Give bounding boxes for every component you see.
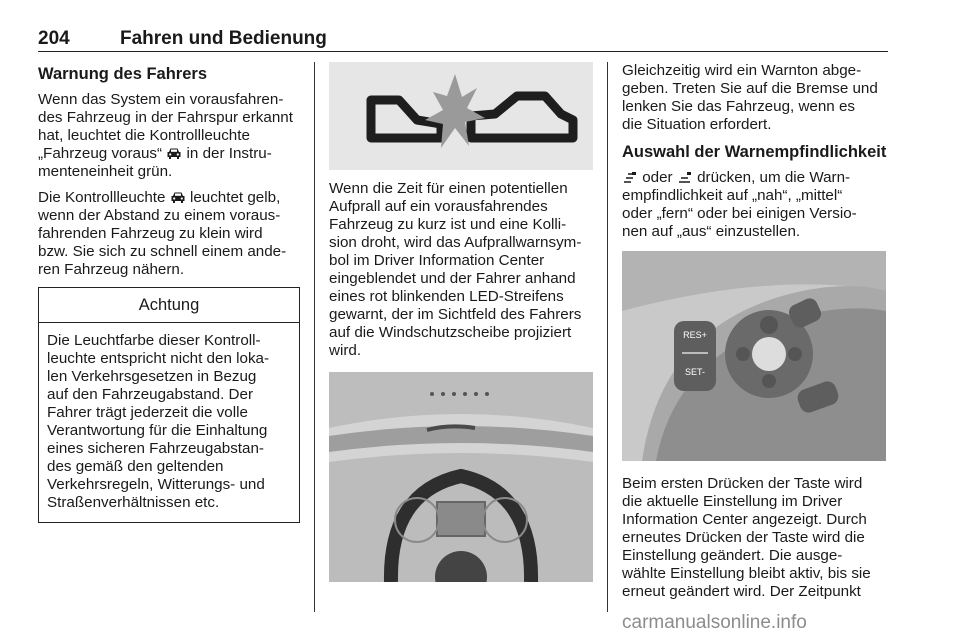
set-button-label: SET-: [684, 367, 706, 377]
page-number: 204: [38, 28, 70, 49]
warning-text: Die Leuchtfarbe dieser Kontroll- leuchte entspricht nicht den loka- len Verkehrsgesetzen in Bezug auf den Fahrzeugabstand. Der Fahrer trägt jederzeit die volle Verantwortung für die Einhaltung eines sicheren Fahrzeugabstan- des gemäß den geltenden Verkehrsregeln, Witterungs- und Straßenverhältnissen etc.: [47, 332, 270, 511]
paragraph-first-press: Beim ersten Drücken der Taste wird die aktuelle Einstellung im Driver Information Center angezeigt. Durch erneutes Drücken der Taste wird die Einstellung geändert. Die ausge- wählte Einstellung bleibt aktiv, bis sie erneut geändert wird. Der Zeitpunkt: [622, 475, 871, 600]
section-heading-sensitivity: Auswahl der Warnempfindlichkeit: [622, 143, 887, 161]
column-divider-right: [607, 62, 608, 612]
sensitivity-decrease-icon: [677, 171, 693, 184]
watermark: carmanualsonline.info: [622, 612, 807, 633]
page-header: [38, 25, 888, 52]
steering-wheel-controls-figure: [622, 251, 886, 461]
column-divider-left: [314, 62, 315, 612]
car-front-icon: [170, 191, 186, 204]
paragraph-collision-warning: Wenn die Zeit für einen potentiellen Aufprall auf ein vorausfahrendes Fahrzeug zu kurz ist und eine Kolli- sion droht, wird das Aufprallwarnsym- bol im Driver Information Center eingeblendet und der Fahrer anhand eines rot blinkenden LED-Streifens gewarnt, der im Sichtfeld des Fahrers auf die Windschutzscheibe projiziert wird.: [329, 180, 582, 359]
warning-title: Achtung: [39, 288, 299, 323]
paragraph-warning-tone: Gleichzeitig wird ein Warnton abge- geben. Treten Sie auf die Bremse und lenken Sie das Fahrzeug, wenn es die Situation erfordert.: [622, 62, 878, 133]
section-heading-driver-warning: Warnung des Fahrers: [38, 65, 208, 83]
column-right: [622, 62, 888, 609]
car-front-icon: [166, 147, 182, 160]
chapter-title: Fahren und Bedienung: [120, 28, 327, 49]
column-left: [38, 62, 300, 523]
paragraph-sensitivity-buttons: oder drücken, um die Warn- empfindlichkeit auf „nah“, „mittel“ oder „fern“ oder bei einigen Versio- nen auf „aus“ einzustellen.: [622, 169, 857, 240]
paragraph-green-indicator: Wenn das System ein vorausfahren- des Fahrzeug in der Fahrspur erkannt hat, leuchtet die Kontrollleuchte „Fahrzeug voraus“ in der Instru- menteneinheit grün.: [38, 91, 293, 180]
warning-box: [38, 287, 300, 523]
sensitivity-increase-icon: [622, 171, 638, 184]
column-middle: [329, 62, 593, 592]
windshield-led-warning-figure: [329, 372, 593, 582]
collision-warning-symbol-figure: [329, 62, 593, 170]
paragraph-yellow-indicator: Die Kontrollleuchte leuchtet gelb, wenn der Abstand zu einem voraus- fahrenden Fahrzeug zu klein wird bzw. Sie sich zu schnell einem ande- ren Fahrzeug nähern.: [38, 189, 287, 278]
res-button-label: RES+: [683, 330, 707, 340]
